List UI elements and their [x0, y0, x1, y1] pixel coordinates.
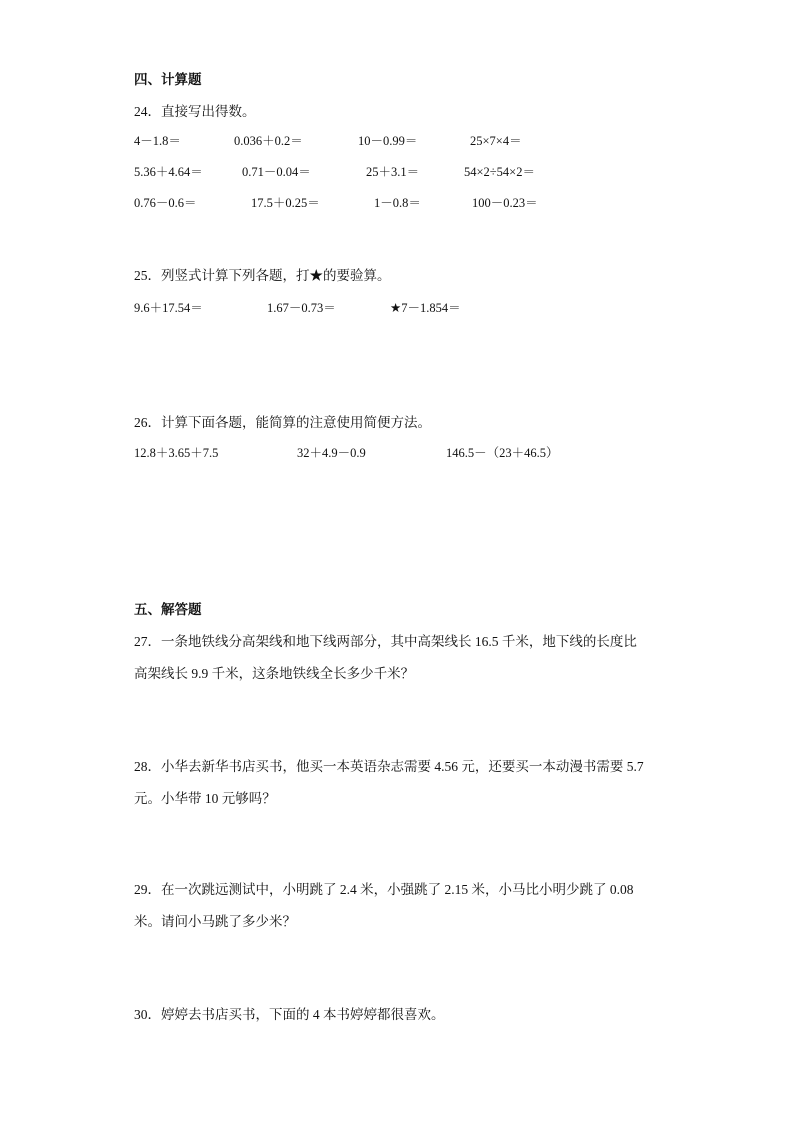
question-28-line-2: 元。小华带 10 元够吗？	[134, 791, 276, 806]
question-25-prompt: 25．列竖式计算下列各题，打★的要验算。	[134, 268, 391, 283]
section-4-heading: 四、计算题	[134, 72, 202, 87]
q24-expr-r1c2: 0.036＋0.2＝	[234, 134, 303, 148]
question-27-line-1: 27．一条地铁线分高架线和地下线两部分，其中高架线长 16.5 千米，地下线的长度比	[134, 634, 637, 649]
q24-expr-r2c4: 54×2÷54×2＝	[464, 165, 535, 179]
q26-item-1: 12.8＋3.65＋7.5	[134, 446, 219, 460]
question-30-line-1: 30．婷婷去书店买书，下面的 4 本书婷婷都很喜欢。	[134, 1007, 445, 1022]
q24-expr-r2c1: 5.36＋4.64＝	[134, 165, 203, 179]
q24-expr-r3c4: 100－0.23＝	[472, 196, 538, 210]
q24-expr-r1c1: 4－1.8＝	[134, 134, 181, 148]
q24-expr-r3c2: 17.5＋0.25＝	[251, 196, 320, 210]
q24-expr-r1c3: 10－0.99＝	[358, 134, 418, 148]
question-29-line-1: 29．在一次跳远测试中，小明跳了 2.4 米，小强跳了 2.15 米，小马比小明少跳了 0.08	[134, 882, 634, 897]
q24-expr-r2c2: 0.71－0.04＝	[242, 165, 311, 179]
q24-expr-r2c3: 25＋3.1＝	[366, 165, 420, 179]
q26-item-2: 32＋4.9－0.9	[297, 446, 366, 460]
question-26-prompt: 26．计算下面各题，能简算的注意使用简便方法。	[134, 415, 431, 430]
question-24-prompt: 24．直接写出得数。	[134, 104, 256, 119]
q25-item-2: 1.67－0.73＝	[267, 301, 336, 315]
question-28-line-1: 28．小华去新华书店买书，他买一本英语杂志需要 4.56 元，还要买一本动漫书需要 5.7	[134, 759, 644, 774]
q25-item-1: 9.6＋17.54＝	[134, 301, 203, 315]
q26-item-3: 146.5－（23＋46.5）	[446, 446, 559, 460]
question-29-line-2: 米。请问小马跳了多少米？	[134, 914, 296, 929]
q24-expr-r3c1: 0.76－0.6＝	[134, 196, 197, 210]
q24-expr-r3c3: 1－0.8＝	[374, 196, 421, 210]
question-27-line-2: 高架线长 9.9 千米，这条地铁线全长多少千米？	[134, 666, 415, 681]
q25-item-3: ★7－1.854＝	[390, 301, 461, 315]
q24-expr-r1c4: 25×7×4＝	[470, 134, 522, 148]
section-5-heading: 五、解答题	[134, 602, 202, 617]
